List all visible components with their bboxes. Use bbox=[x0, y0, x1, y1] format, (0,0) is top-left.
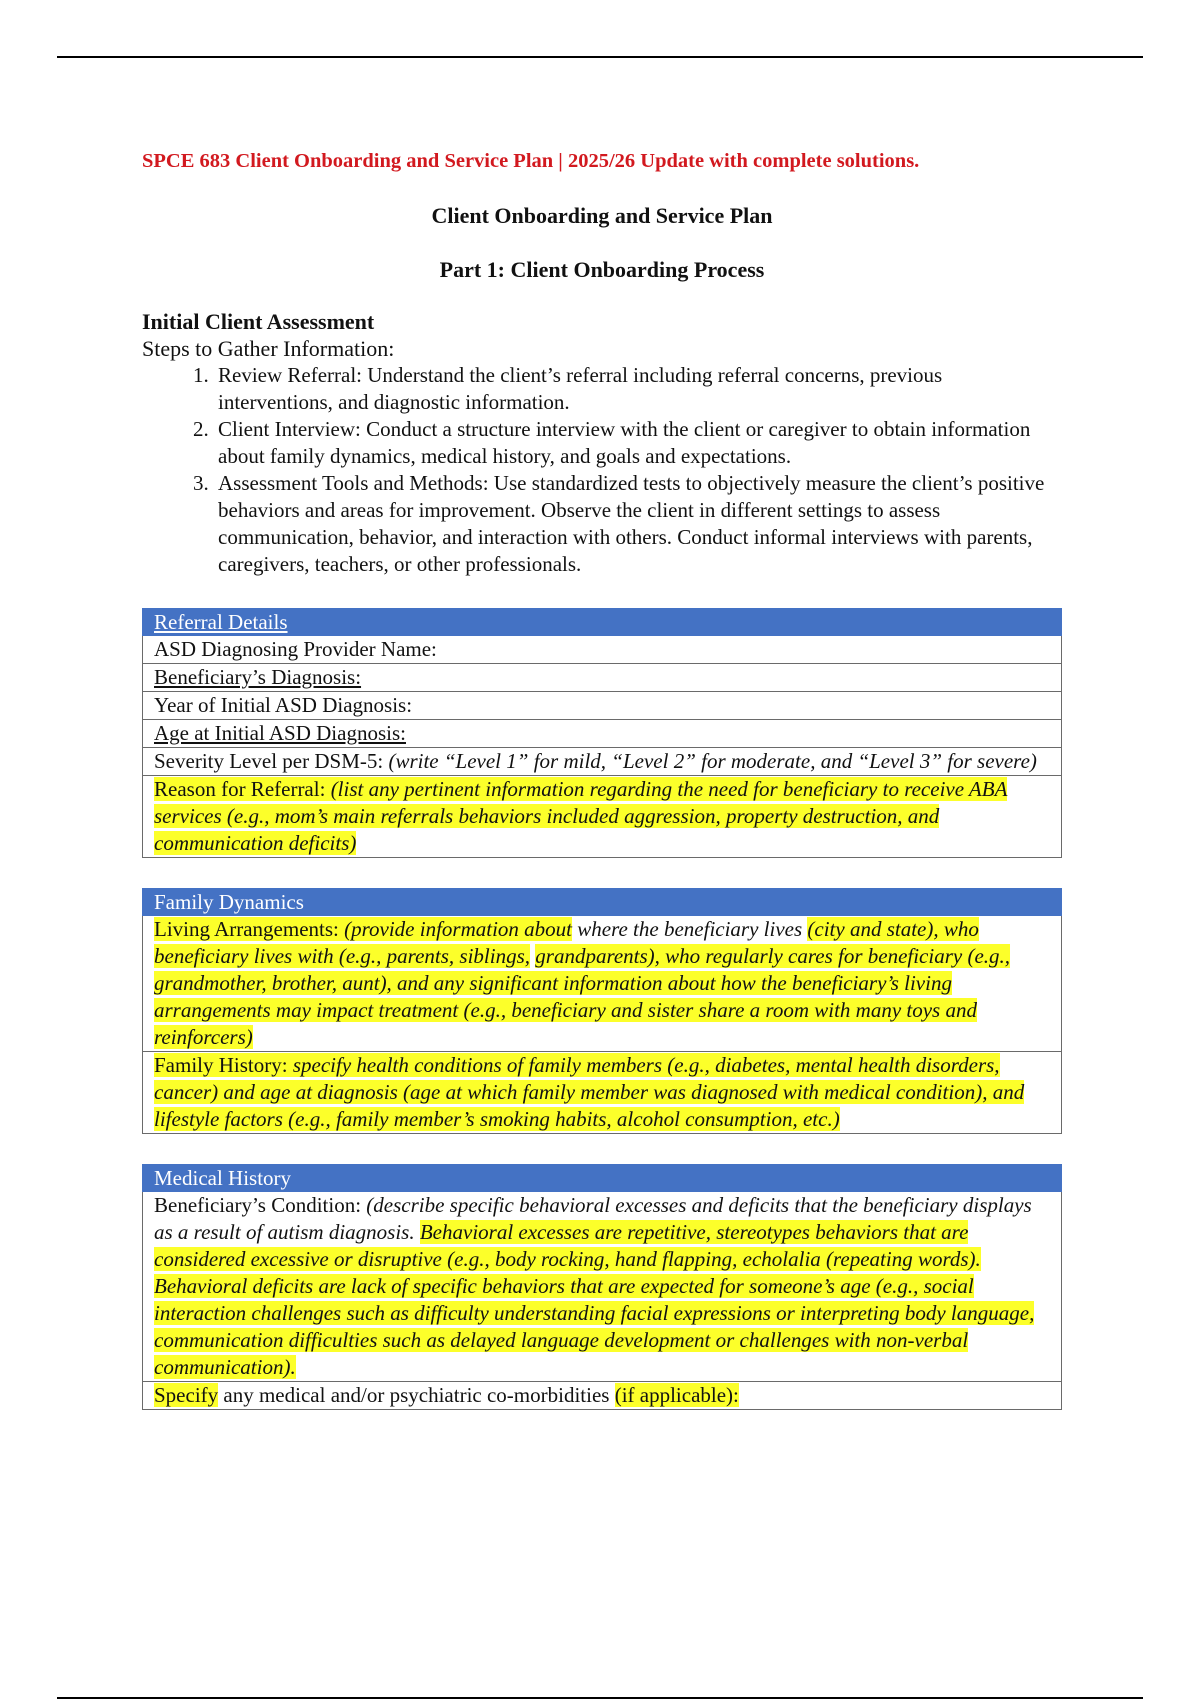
steps-intro: Steps to Gather Information: bbox=[142, 336, 395, 361]
list-item: 3. Assessment Tools and Methods: Use standardized tests to objectively measure the client’s positive behaviors and areas for improvement. Observe the client in different settings to assess communication, behavior, and interaction with others. Conduct informal interviews with parents, caregivers, teachers, or other professionals. bbox=[214, 470, 1062, 578]
steps-list bbox=[142, 362, 1062, 578]
medical-header: Medical History bbox=[143, 1165, 1062, 1192]
beneficiary-condition-row[interactable]: Beneficiary’s Condition: (describe specific behavioral excesses and deficits that the beneficiary displays as a result of autism diagnosis. Behavioral excesses are repetitive, stereotypes behaviors that are considered excessive or disruptive (e.g., body rocking, hand flapping, echolalia (repeating words). Behavioral deficits are lack of specific behaviors that are expected for someone’s age (e.g., social interaction challenges such as difficulty understanding facial expressions or interpreting body language, communication difficulties such as delayed language development or challenges with non-verbal communication). bbox=[143, 1192, 1062, 1382]
part-title: Part 1: Client Onboarding Process bbox=[439, 257, 765, 282]
document-red-title: SPCE 683 Client Onboarding and Service Plan | 2025/26 Update with complete solutions. bbox=[142, 150, 920, 172]
living-arrangements-row[interactable]: Living Arrangements: (provide information about where the beneficiary lives (city and state), who beneficiary lives with (e.g., parents, siblings, grandparents), who regularly cares for beneficiary (e.g., grandmother, brother, aunt), and any significant information about how the beneficiary’s living arrangements may impact treatment (e.g., beneficiary and sister share a room with many toys and reinforcers) bbox=[143, 916, 1062, 1052]
list-item: 2. Client Interview: Conduct a structure interview with the client or caregiver to obtain information about family dynamics, medical history, and goals and expectations. bbox=[214, 416, 1062, 470]
comorbidities-row[interactable]: Specify any medical and/or psychiatric co-morbidities (if applicable): bbox=[143, 1382, 1062, 1410]
referral-details-table bbox=[142, 608, 1062, 858]
referral-reason-row[interactable]: Reason for Referral: (list any pertinent information regarding the need for beneficiary to receive ABA services (e.g., mom’s main referrals behaviors included aggression, property destruction, and communication deficits) bbox=[143, 776, 1062, 858]
family-dynamics-table bbox=[142, 888, 1062, 1134]
document-page bbox=[142, 150, 1062, 1410]
top-rule bbox=[57, 56, 1143, 58]
diagnosis-year-row[interactable]: Year of Initial ASD Diagnosis: bbox=[143, 692, 1062, 720]
family-header: Family Dynamics bbox=[143, 889, 1062, 916]
assessment-heading: Initial Client Assessment bbox=[142, 309, 375, 334]
severity-row[interactable]: Severity Level per DSM-5: (write “Level 1” for mild, “Level 2” for moderate, and “Level 3” for severe) bbox=[143, 748, 1062, 776]
medical-history-table bbox=[142, 1164, 1062, 1410]
provider-name-row[interactable]: ASD Diagnosing Provider Name: bbox=[143, 636, 1062, 664]
list-item: 1. Review Referral: Understand the client’s referral including referral concerns, previous interventions, and diagnostic information. bbox=[214, 362, 1062, 416]
referral-header: Referral Details bbox=[143, 609, 1062, 636]
family-history-row[interactable]: Family History: specify health conditions of family members (e.g., diabetes, mental health disorders, cancer) and age at diagnosis (age at which family member was diagnosed with medical condition), and lifestyle factors (e.g., family member’s smoking habits, alcohol consumption, etc.) bbox=[143, 1052, 1062, 1134]
diagnosis-age-row[interactable]: Age at Initial ASD Diagnosis: bbox=[143, 720, 1062, 748]
diagnosis-row[interactable]: Beneficiary’s Diagnosis: bbox=[143, 664, 1062, 692]
bottom-rule bbox=[57, 1697, 1143, 1699]
main-title: Client Onboarding and Service Plan bbox=[431, 203, 773, 228]
